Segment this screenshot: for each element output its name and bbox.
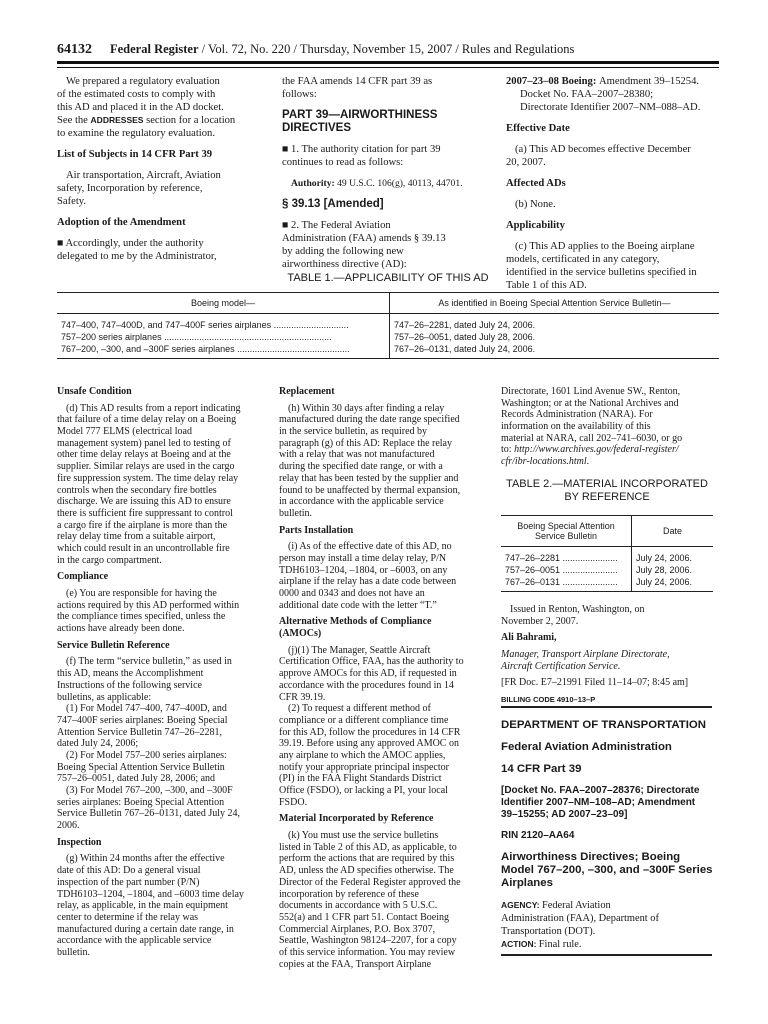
text-line: (h) Within 30 days after finding a relay <box>288 402 445 414</box>
table2-title-line: BY REFERENCE <box>564 490 650 503</box>
paragraph <box>282 143 497 169</box>
paragraph <box>506 198 720 211</box>
text-line: 39.19. Before using any approved AMOC on <box>279 738 459 750</box>
section-heading <box>57 386 271 398</box>
text-line: (2) To request a different method of <box>288 703 431 715</box>
paragraph <box>501 604 715 627</box>
section-heading <box>501 851 715 890</box>
text-line: (i) As of the effective date of this AD, no <box>288 541 452 553</box>
text: Amendment 39–15254. <box>599 76 700 87</box>
table-cell: 757–200 series airplanes ................................................................... <box>61 332 332 342</box>
text-line: actions required by this AD performed within <box>57 599 240 611</box>
paragraph <box>57 703 271 750</box>
text-line: (d) This AD results from a report indicating <box>66 402 241 414</box>
text-line: the compliance times specified, unless the <box>57 611 226 623</box>
text-line: ■ 2. The Federal Aviation <box>282 220 391 231</box>
column-header: Boeing Special Attention Service Bulletin <box>501 516 632 547</box>
text-line: accordance with the applicable service <box>57 935 212 947</box>
text-line: Issued in Renton, Washington, on <box>510 604 645 615</box>
text-line: DIRECTIVES <box>282 122 352 134</box>
text-line: a cargo fire if the airplane is more than the <box>57 519 228 531</box>
text-line: identified in the service bulletins specified in <box>506 267 697 278</box>
table-cell: 757–26–0051, dated July 28, 2006. <box>390 331 720 343</box>
table-cell: 747–400, 747–400D, and 747–400F series airplanes .............................. <box>61 320 349 330</box>
text-line: delegated to me by the Administrator, <box>57 251 217 262</box>
text-line: which could result in an uncontrollable fire <box>57 542 230 554</box>
text-line: actions have already been done. <box>57 623 185 635</box>
text-line: (AMOCs) <box>279 628 322 640</box>
text-line: airworthiness directive (AD): <box>282 259 407 270</box>
section-heading <box>501 763 715 776</box>
text-line: (g) Within 24 months after the effective <box>66 853 225 865</box>
text-line: bulletins, as applicable: <box>57 691 152 703</box>
text-line: 0000 and 0343 and does not have an <box>279 588 425 599</box>
text-line: (3) For Model 767–200, –300, and –300F <box>66 785 233 796</box>
text-line: Adoption of the Amendment <box>57 217 186 228</box>
section-heading <box>57 640 271 652</box>
paragraph <box>506 75 720 114</box>
table-row <box>57 331 719 343</box>
bottom-column-1 <box>57 386 271 959</box>
bold-lead-text: ACTION: <box>501 939 539 949</box>
text: See the <box>57 115 91 126</box>
section-divider <box>501 706 712 708</box>
text-line: 39–15255; AD 2007–23–09] <box>501 809 628 820</box>
table-row <box>501 547 713 565</box>
section-heading <box>506 122 720 135</box>
text-line: date of this AD: Do a general visual <box>57 865 201 877</box>
column-header: As identified in Boeing Special Attention Service Bulletin— <box>390 293 720 314</box>
paragraph <box>501 899 715 951</box>
text-line: continues to read as follows: <box>282 157 404 168</box>
text-line: manufactured during the date range specified <box>279 414 460 426</box>
text-line: 2006. <box>57 820 80 832</box>
text-line: Washington; or at the National Archives and <box>501 397 679 409</box>
top-column-3 <box>506 75 720 292</box>
text-line: this AD, means the Accomplishment <box>57 668 204 680</box>
text-line: (2) For Model 757–200 series airplanes: <box>66 749 227 761</box>
section-heading <box>282 109 497 135</box>
text-line: DEPARTMENT OF TRANSPORTATION <box>501 719 707 731</box>
table1-applicability <box>57 292 719 359</box>
paragraph <box>279 703 493 808</box>
table-cell: 767–26–0131, dated July 24, 2006. <box>390 343 720 359</box>
text-line <box>501 456 715 468</box>
table2-title-line: TABLE 2.—MATERIAL INCORPORATED <box>506 478 708 490</box>
section-heading <box>282 198 497 211</box>
text-line: of the estimated costs to comply with <box>57 89 216 100</box>
text-line: Airplanes <box>501 877 553 889</box>
text-line: Model 767–200, –300, and –300F Series <box>501 864 713 876</box>
text-line: Material Incorporated by Reference <box>279 813 434 825</box>
text-line: AD, unless the AD specifies otherwise. The <box>279 865 454 877</box>
text-line: Federal Aviation Administration <box>501 741 672 753</box>
text-line <box>501 899 715 912</box>
table-row <box>57 343 719 359</box>
text: section for a location <box>143 115 236 126</box>
text-line: Parts Installation <box>279 524 354 536</box>
text-line: copies at the FAA, Transport Airplane <box>279 958 432 970</box>
text-line: ■ 1. The authority citation for part 39 <box>282 144 441 155</box>
text-line: bulletin. <box>57 946 91 958</box>
bold-lead-text: Authority: <box>291 178 338 189</box>
table-cell: July 24, 2006. <box>632 576 714 592</box>
text-line: ■ Accordingly, under the authority <box>57 238 204 249</box>
text-line: in accordance with the applicable service <box>279 496 444 508</box>
text-line: (f) The term “service bulletin,” as used in <box>66 656 232 668</box>
paragraph <box>282 75 497 101</box>
text-line: inspection of the part number (P/N) <box>57 876 200 888</box>
text-line: Unsafe Condition <box>57 386 132 397</box>
text-line: FSDO. <box>279 796 308 808</box>
text-line: compliance or a different compliance time <box>279 714 449 726</box>
section-heading <box>279 386 493 398</box>
text-line: bulletin. <box>279 507 313 519</box>
text-line: Safety. <box>57 196 87 207</box>
text-line: listed in Table 2 of this AD, as applicable, to <box>279 841 457 853</box>
text-line: Replacement <box>279 386 335 397</box>
text-line: [Docket No. FAA–2007–28376; Directorate <box>501 785 700 796</box>
text-line: November 2, 2007. <box>501 615 579 627</box>
text-line: (k) You must use the service bulletins <box>288 830 439 842</box>
text-line: Applicability <box>506 220 565 231</box>
paragraph <box>279 645 493 703</box>
text: Final rule. <box>538 939 582 950</box>
bottom-column-2 <box>279 386 493 970</box>
text-line: that failure of a time delay relay on a Boeing <box>57 414 237 426</box>
paragraph <box>506 240 720 292</box>
text-line: (e) You are responsible for having the <box>66 588 217 599</box>
text-line: approve AMOCs for this AD, if requested in <box>279 668 457 680</box>
paragraph <box>501 649 715 672</box>
text-line: with a relay that was not manufactured <box>279 449 435 461</box>
text-line: 20, 2007. <box>506 157 546 168</box>
text-line: Air transportation, Aircraft, Aviation <box>66 170 221 181</box>
text-line: Table 1 of this AD. <box>506 280 587 291</box>
text-line: Administration (FAA) amends § 39.13 <box>282 233 446 244</box>
text-line: for this AD, follow the procedures in 14 CFR <box>279 726 461 738</box>
text-line: relay delay time from a suitable airport, <box>57 531 216 543</box>
text-line: Boeing Special Attention Service Bulletin <box>57 761 225 773</box>
text-line: Commercial Airplanes, P.O. Box 3707, <box>279 923 436 935</box>
paragraph <box>501 386 715 468</box>
paragraph <box>57 588 271 635</box>
text-line: [FR Doc. E7–21991 Filed 11–14–07; 8:45 am] <box>501 677 689 689</box>
text-line: Service Bulletin Reference <box>57 639 170 651</box>
bold-lead-text: 2007–23–08 Boeing: <box>506 76 599 87</box>
section-heading <box>279 525 493 537</box>
text-line: any airplane to which the AMOC applies, <box>279 749 446 761</box>
text-line: during the specified date range, or with a <box>279 461 443 473</box>
table-cell: 747–26–2281 ...................... <box>505 553 618 563</box>
text-line: Airworthiness Directives; Boeing <box>501 851 681 863</box>
text-line: 552(a) and 1 CFR part 51. Contact Boeing <box>279 911 449 923</box>
section-heading <box>57 837 271 849</box>
table-cell: 747–26–2281, dated July 24, 2006. <box>390 314 720 332</box>
text-line <box>501 938 715 951</box>
table-header-row <box>501 516 713 547</box>
text-line: perform the actions that are required by this <box>279 853 455 865</box>
text-line: Model 777 ELMS (electrical load <box>57 426 192 438</box>
text-line: 757–26–0051, dated July 28, 2006; and <box>57 773 216 785</box>
table-row <box>501 576 713 592</box>
section-heading <box>57 571 271 583</box>
text-line: (a) This AD becomes effective December <box>515 144 691 155</box>
text-line: Instructions of the following service <box>57 679 202 691</box>
paragraph <box>282 219 497 271</box>
text-line: (j)(1) The Manager, Seattle Aircraft <box>288 644 431 656</box>
text-line: Directorate Identifier 2007–NM–088–AD. <box>520 102 701 113</box>
text-line: in the service bulletin, as required by <box>279 426 428 438</box>
signature-block <box>501 604 715 706</box>
text-line: safety, Incorporation by reference, <box>57 183 203 194</box>
text-line: TDH6103–1204, –1804, and –6003 time delay <box>57 888 244 900</box>
paragraph <box>57 403 271 567</box>
table-cell: 757–26–0051 ...................... <box>505 565 618 575</box>
text-line: notify your appropriate principal inspector <box>279 761 449 773</box>
text-line: airplane if the relay has a date code between <box>279 576 457 588</box>
text-line: controls when the secondary fire bottles <box>57 484 217 496</box>
italic-text: http://www.archives.gov/federal-register/ <box>514 444 679 456</box>
table-row <box>501 564 713 576</box>
text-line: Effective Date <box>506 123 570 134</box>
text-line: follows: <box>282 89 317 100</box>
table-header-row <box>57 293 719 314</box>
column-header: Date <box>632 516 714 547</box>
text-line: BILLING CODE 4910–13–P <box>501 695 596 705</box>
paragraph <box>57 785 271 832</box>
paragraph <box>501 677 715 689</box>
text-line: the FAA amends 14 CFR part 39 as <box>282 76 433 87</box>
text-line: Transportation (DOT). <box>501 926 596 937</box>
text-line: Service Bulletin 767–26–0131, dated July 24, <box>57 808 241 820</box>
text-line: Certification Office, FAA, has the authority to <box>279 656 464 668</box>
paragraph <box>506 143 720 169</box>
top-column-1 <box>57 75 269 263</box>
text-line: Inspection <box>57 836 102 848</box>
table2-title <box>501 478 713 503</box>
paragraph <box>501 830 715 842</box>
paragraph <box>501 694 715 706</box>
text-line: 14 CFR Part 39 <box>501 763 582 775</box>
text-line: discharge. We are issuing this AD to ensure <box>57 496 231 508</box>
text-line: Attention Service Bulletin 747–26–2281, <box>57 726 222 738</box>
italic-text: cfr/ibr-locations.html <box>501 456 587 468</box>
text-line: relay that has been tested by the supplier and <box>279 472 459 484</box>
section-heading <box>501 719 715 732</box>
text-line: Office (FSDO), or lacking a PI, your local <box>279 785 448 796</box>
text-line: TDH6103–1204, –1804, or –6003, on any <box>279 564 448 576</box>
text-line: (PI) in the FAA Flight Standards District <box>279 773 442 785</box>
table1-title: TABLE 1.—APPLICABILITY OF THIS AD <box>287 272 489 284</box>
text-line: series airplanes: Boeing Special Attention <box>57 796 225 808</box>
text-line: additional date code with the letter “T.” <box>279 599 437 611</box>
text-line <box>57 114 269 127</box>
section-heading <box>501 741 715 754</box>
text-line: Records Administration (NARA). For <box>501 409 653 421</box>
text-line: List of Subjects in 14 CFR Part 39 <box>57 149 213 160</box>
table-cell: 767–26–0131 ...................... <box>501 576 632 592</box>
table-cell: July 24, 2006. <box>632 547 714 565</box>
text-line: this AD and placed it in the AD docket. <box>57 102 224 113</box>
paragraph <box>501 785 715 821</box>
text-line: 747–400F series airplanes: Boeing Special <box>57 714 228 726</box>
text-line: other time delay relays at Boeing and at the <box>57 449 231 461</box>
text-line: Compliance <box>57 571 109 583</box>
header-rule <box>57 61 719 64</box>
text-line: PART 39—AIRWORTHINESS <box>282 109 438 121</box>
text: to: <box>501 444 515 456</box>
paragraph <box>282 177 497 190</box>
page-number: 64132 <box>57 42 92 57</box>
section-heading <box>57 148 269 161</box>
text-line: Alternative Methods of Compliance <box>279 616 432 628</box>
table2-material-incorporated <box>501 515 713 592</box>
paragraph <box>279 830 493 970</box>
paragraph <box>57 75 269 140</box>
paragraph <box>279 541 493 611</box>
text-line: person may install a time delay relay, P/N <box>279 552 447 564</box>
table-cell: July 28, 2006. <box>632 564 714 576</box>
section-heading <box>506 219 720 232</box>
text-line: models, certificated in any category, <box>506 254 660 265</box>
paragraph <box>57 237 269 263</box>
paragraph <box>57 656 271 703</box>
publication-name: Federal Register <box>110 42 199 56</box>
section-heading <box>279 616 493 639</box>
text-line: in the cargo compartment. <box>57 554 162 566</box>
text-line: relay, as applicable, in the main equipment <box>57 900 228 912</box>
text-line: Directorate, 1601 Lind Avenue SW., Renton, <box>501 386 681 397</box>
text-line: (1) For Model 747–400, 747–400D, and <box>66 703 227 715</box>
page-header <box>57 42 719 58</box>
text-line: Manager, Transport Airplane Directorate, <box>501 649 670 661</box>
text-line: RIN 2120–AA64 <box>501 830 575 841</box>
table-cell: 767–200, –300, and –300F series airplanes ............................................. <box>57 343 390 359</box>
text-line: § 39.13 [Amended] <box>282 198 384 210</box>
text-line: management system) panel led to testing of <box>57 437 231 449</box>
text-line: center to determine if the relay was <box>57 911 199 923</box>
text-line: manufactured during a certain date range, in <box>57 923 234 935</box>
bold-lead-text: ADDRESSES <box>90 115 144 125</box>
column-header: Boeing model— <box>57 293 390 314</box>
text-line: CFR 39.19. <box>279 691 326 703</box>
bottom-column-3 <box>501 386 715 468</box>
text-line: there is sufficient fire suppressant to control <box>57 507 233 519</box>
text-line: Aircraft Certification Service. <box>501 660 621 672</box>
text: Federal Aviation <box>541 900 611 911</box>
section-heading <box>506 177 720 190</box>
text-line: material at NARA, call 202–741–6030, or go <box>501 432 683 444</box>
text-line: Seattle, Washington 98124–2207, for a copy <box>279 935 457 947</box>
text-line: dated July 24, 2006; <box>57 738 139 750</box>
text-line <box>282 177 497 190</box>
paragraph <box>279 403 493 520</box>
text-line: to examine the regulatory evaluation. <box>57 128 215 139</box>
table-row <box>57 314 719 332</box>
section-heading <box>501 632 715 644</box>
text-line: information on the availability of this <box>501 421 651 433</box>
text-line: of this service information. You may review <box>279 946 456 958</box>
text-line: supplier. Similar relays are used in the cargo <box>57 461 235 473</box>
text-line: (b) None. <box>515 199 556 210</box>
header-rule-thin <box>57 67 719 68</box>
bold-lead-text: AGENCY: <box>501 900 542 910</box>
text-line: Docket No. FAA–2007–28380; <box>520 89 654 100</box>
text-line: Affected ADs <box>506 178 566 189</box>
text-line: documents in accordance with 5 U.S.C. <box>279 900 438 912</box>
text-line: fire suppression system. The time delay relay <box>57 472 239 484</box>
text-line: Director of the Federal Register approved the <box>279 876 461 888</box>
text: . <box>586 456 590 468</box>
text-line: by adding the following new <box>282 246 404 257</box>
text-line: paragraph (g) of this AD: Replace the relay <box>279 437 452 449</box>
text-line: Administration (FAA), Department of <box>501 913 659 924</box>
text: 49 U.S.C. 106(g), 40113, 44701. <box>337 178 463 189</box>
text-line: We prepared a regulatory evaluation <box>66 76 220 87</box>
issue-info: / Vol. 72, No. 220 / Thursday, November 15, 2007 / Rules and Regulations <box>198 42 575 56</box>
text-line: incorporation by reference of these <box>279 888 419 900</box>
next-document-heading <box>501 719 715 951</box>
paragraph <box>57 853 271 958</box>
text-line <box>501 444 715 456</box>
section-divider <box>501 954 712 956</box>
text-line <box>506 75 720 88</box>
paragraph <box>57 750 271 785</box>
section-heading <box>57 216 269 229</box>
section-heading <box>279 813 493 825</box>
top-column-2 <box>282 75 497 271</box>
paragraph <box>57 169 269 208</box>
text-line: (c) This AD applies to the Boeing airplane <box>515 241 695 252</box>
text-line: accordance with the procedures found in 14 <box>279 679 454 691</box>
text-line: found to be unaffected by thermal expansion, <box>279 484 461 496</box>
text-line: Identifier 2007–NM–108–AD; Amendment <box>501 797 696 808</box>
text-line: Ali Bahrami, <box>501 632 557 644</box>
